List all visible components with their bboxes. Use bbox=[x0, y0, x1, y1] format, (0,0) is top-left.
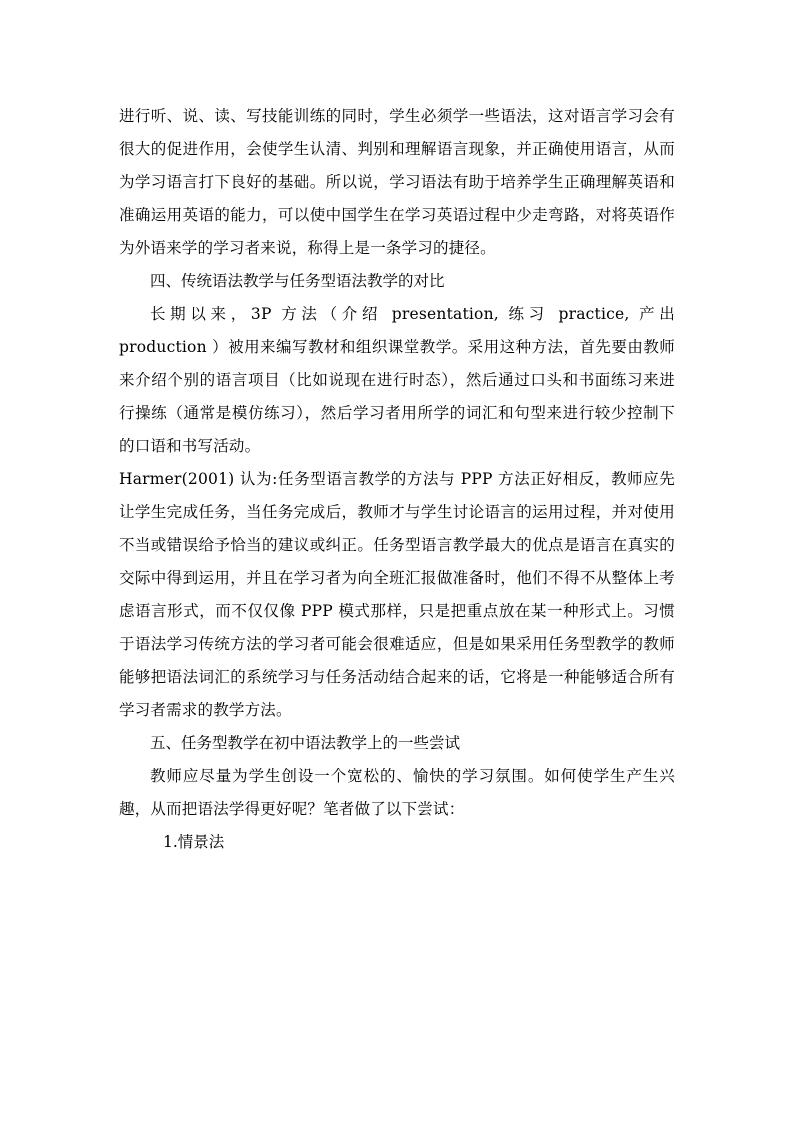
section-heading-5: 五、任务型教学在初中语法教学上的一些尝试 bbox=[150, 734, 461, 752]
document-page bbox=[119, 100, 675, 859]
paragraph-harmer: Harmer(2001) 认为:任务型语言教学的方法与 PPP 方法正好相反，教师应先让学生完成任务，当任务完成后，教师才与学生讨论语言的运用过程，并对使用不当或错误给予恰当的建议或纠正。任务型语言教学最大的优点是语言在真实的交际中得到运用，并且在学习者为向全班汇报做准备时，他们不得不从整体上考虑语言形式，而不仅仅像 PPP 模式那样，只是把重点放在某一种形式上。习惯于语法学习传统方法的学习者可能会很难适应，但是如果采用任务型教学的教师能够把语法词汇的系统学习与任务活动结合起来的话，它将是一种能够适合所有学习者需求的教学方法。 bbox=[119, 470, 675, 719]
list-item-scenario-method: 1.情景法 bbox=[163, 833, 225, 851]
section-heading-4: 四、传统语法教学与任务型语法教学的对比 bbox=[150, 272, 445, 290]
paragraph-classroom-atmosphere: 教师应尽量为学生创设一个宽松的、愉快的学习氛围。如何使学生产生兴趣，从而把语法学得更好呢？笔者做了以下尝试： bbox=[119, 767, 675, 818]
paragraph-grammar-benefits: 进行听、说、读、写技能训练的同时，学生必须学一些语法，这对语言学习会有很大的促进作用，会使学生认清、判别和理解语言现象，并正确使用语言，从而为学习语言打下良好的基础。所以说，学习语法有助于培养学生正确理解英语和准确运用英语的能力，可以使中国学生在学习英语过程中少走弯路，对将英语作为外语来学的学习者来说，称得上是一条学习的捷径。 bbox=[119, 107, 675, 257]
paragraph-3p-method: 长期以来，3P 方法（介绍 presentation, 练习 practice, 产出 production ）被用来编写教材和组织课堂教学。采用这种方法，首先要由教师来介绍个别的语言项目（比如说现在进行时态），然后通过口头和书面练习来进行操练（通常是模仿练习），然后学习者用所学的词汇和句型来进行较少控制下的口语和书写活动。 bbox=[119, 305, 675, 455]
